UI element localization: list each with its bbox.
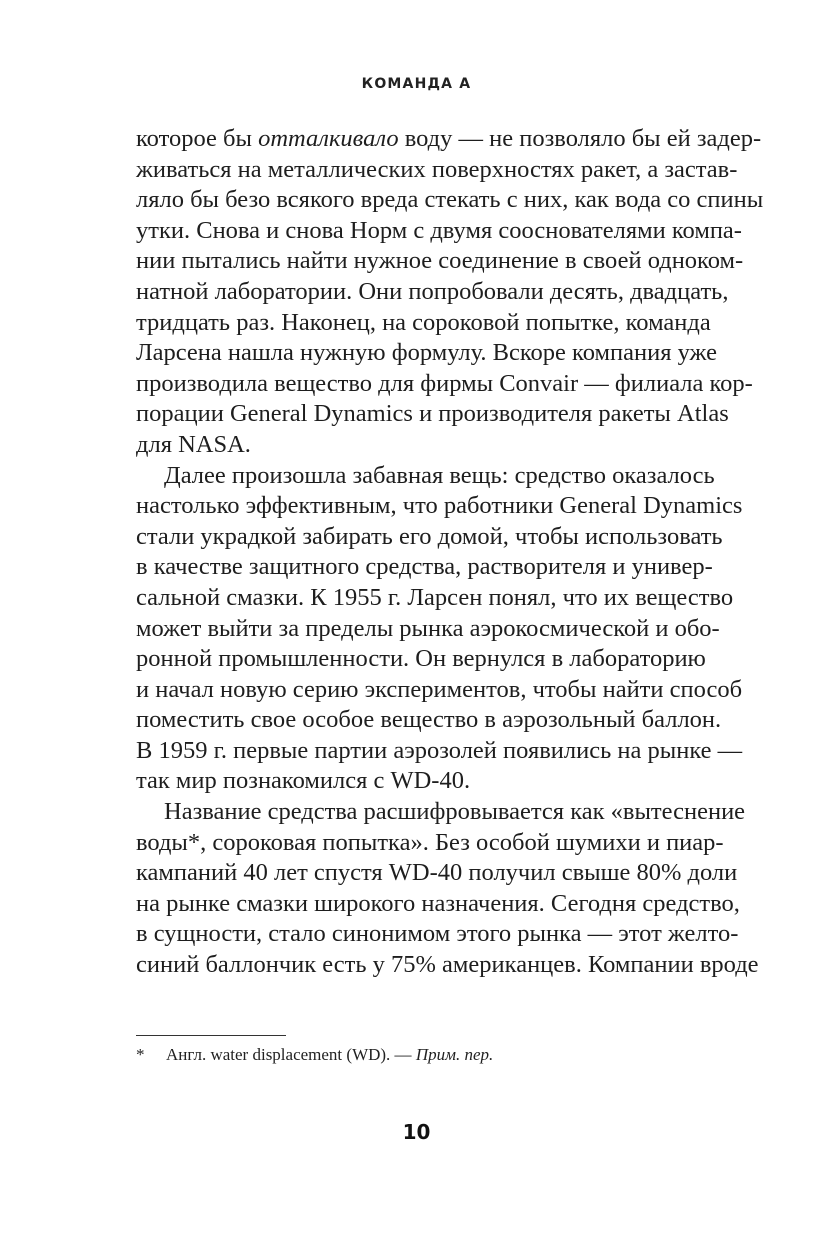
- text-line: порации General Dynamics и производителя ракеты Atlas: [136, 400, 729, 428]
- text-line: синий баллончик есть у 75% американцев. Компании вроде: [136, 951, 759, 979]
- text-line: утки. Снова и снова Норм с двумя сооснователями компа-: [136, 216, 742, 244]
- running-head: КОМАНДА А: [361, 76, 472, 92]
- text-line: на рынке смазки широкого назначения. Сегодня средство,: [136, 889, 740, 917]
- text-line: для NASA.: [136, 430, 251, 458]
- text-line: сальной смазки. К 1955 г. Ларсен понял, что их вещество: [136, 583, 734, 611]
- paragraph-1: [136, 124, 764, 461]
- footnote-text: Англ. water displacement (WD). —: [166, 1045, 416, 1064]
- text-line: В 1959 г. первые партии аэрозолей появились на рынке —: [136, 736, 743, 764]
- footnote-mark: *: [136, 1045, 145, 1064]
- emphasis: отталкивало: [258, 125, 399, 152]
- footnote-translator-note: Прим. пер.: [415, 1045, 494, 1064]
- text-line: воды*, сороковая попытка». Без особой шумихи и пиар-: [136, 828, 724, 856]
- text-line: натной лаборатории. Они попробовали десять, двадцать,: [136, 277, 729, 305]
- text-line: Ларсена нашла нужную формулу. Вскоре компания уже: [136, 339, 718, 367]
- text-line: Название средства расшифровывается как «вытеснение: [164, 798, 746, 826]
- paragraph-3: [136, 797, 759, 981]
- text-line: кампаний 40 лет спустя WD-40 получил свыше 80% доли: [136, 859, 738, 887]
- page-number: 10: [402, 1120, 431, 1144]
- text-line: стали украдкой забирать его домой, чтобы использовать: [136, 522, 723, 550]
- text-line: в качестве защитного средства, растворителя и универ-: [136, 553, 713, 581]
- paragraph-2: [136, 461, 743, 798]
- text-line: нии пытались найти нужное соединение в своей одноком-: [136, 247, 744, 275]
- text-line: и начал новую серию экспериментов, чтобы найти способ: [136, 675, 743, 703]
- text-line: которое бы отталкивало воду — не позволяло бы ей задер-: [136, 125, 762, 152]
- body-text: [136, 124, 764, 981]
- text-line: ронной промышленности. Он вернулся в лабораторию: [136, 645, 706, 673]
- text-line: так мир познакомился с WD-40.: [136, 767, 471, 795]
- text-line: производила вещество для фирмы Convair — филиала кор-: [136, 369, 753, 397]
- text-line: живаться на металлических поверхностях ракет, а застав-: [136, 155, 738, 183]
- text-line: настолько эффективным, что работники General Dynamics: [136, 492, 743, 520]
- text-line: поместить свое особое вещество в аэрозольный баллон.: [136, 706, 722, 734]
- text-line: в сущности, стало синонимом этого рынка — этот желто-: [136, 920, 739, 948]
- text-line: ляло бы безо всякого вреда стекать с них, как вода со спины: [136, 186, 764, 214]
- text-line: может выйти за пределы рынка аэрокосмической и обо-: [136, 614, 720, 642]
- footnote: [136, 1044, 699, 1066]
- footnote-divider: [136, 1035, 286, 1036]
- text-line: Далее произошла забавная вещь: средство оказалось: [164, 461, 715, 489]
- text-line: тридцать раз. Наконец, на сороковой попытке, команда: [136, 308, 711, 336]
